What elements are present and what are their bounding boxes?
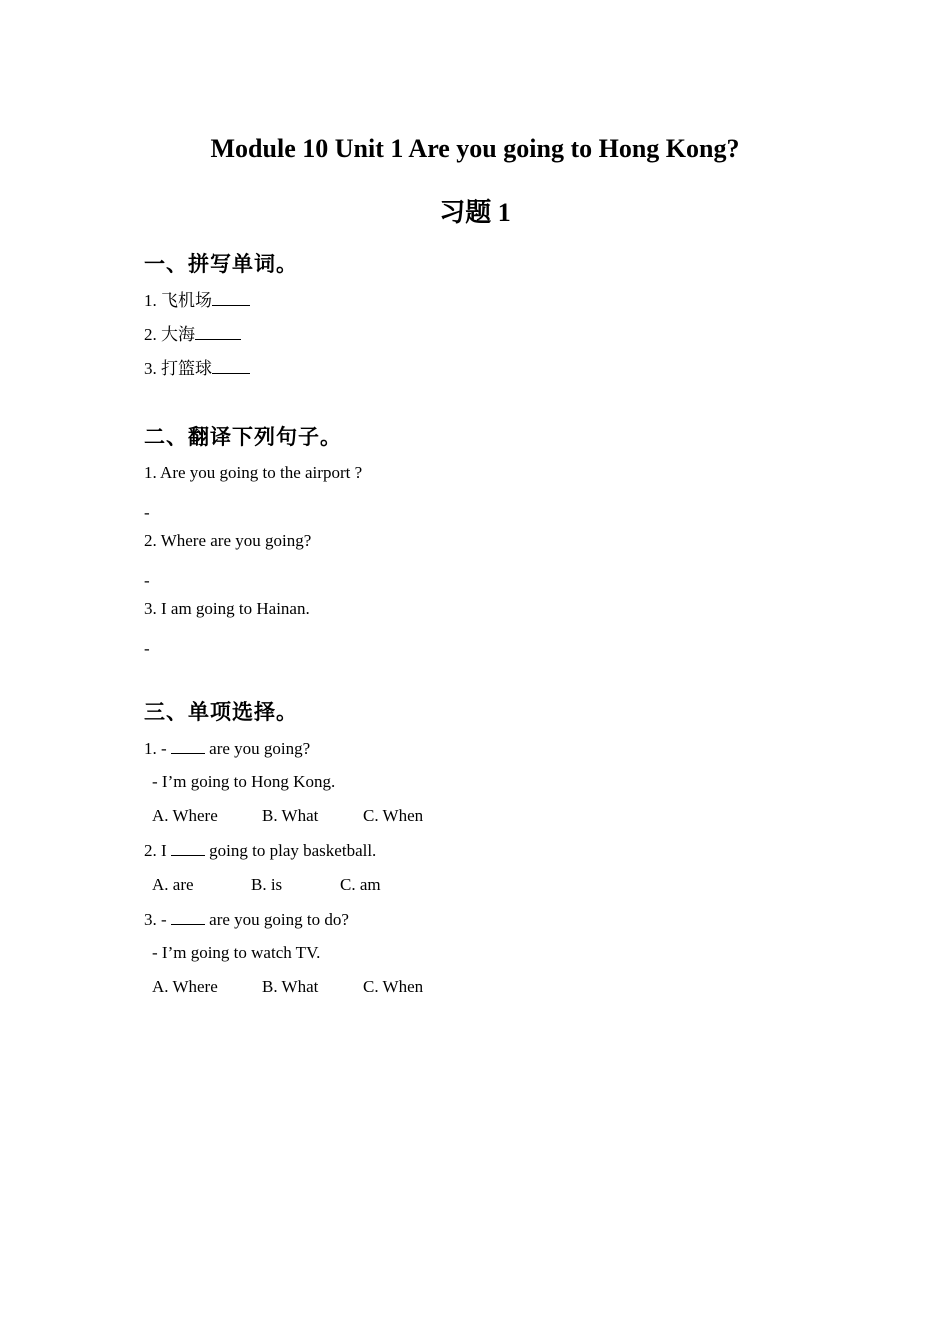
question-1-prefix: 1. - <box>144 739 171 758</box>
spelling-item-1-text: 1. 飞机场 <box>144 291 212 310</box>
question-2-option-b: B. is <box>251 875 283 894</box>
answer-blank <box>195 323 241 340</box>
question-3-option-b: B. What <box>262 977 319 996</box>
choice-question-1 <box>144 737 310 760</box>
spelling-item-3-text: 3. 打篮球 <box>144 359 212 378</box>
translate-item-2: 2. Where are you going? <box>144 531 312 550</box>
spelling-item-3 <box>144 357 250 380</box>
question-1-option-c: C. When <box>363 806 424 825</box>
question-1-option-a: A. Where <box>152 806 218 825</box>
page-title: Module 10 Unit 1 Are you going to Hong Kong? <box>210 134 740 163</box>
spelling-item-2 <box>144 323 241 346</box>
question-3-suffix: are you going to do? <box>204 910 349 929</box>
question-1-suffix: are you going? <box>204 739 311 758</box>
section-3-heading: 三、单项选择。 <box>144 700 298 724</box>
question-2-suffix: going to play basketball. <box>204 841 377 860</box>
answer-blank <box>171 908 205 925</box>
page-subtitle: 习题 1 <box>439 198 511 227</box>
question-2-prefix: 2. I <box>144 841 171 860</box>
answer-blank <box>171 839 205 856</box>
question-2-option-c: C. am <box>340 875 381 894</box>
spelling-item-2-text: 2. 大海 <box>144 325 195 344</box>
choice-question-3 <box>144 908 349 931</box>
question-3-reply: - I’m going to watch TV. <box>152 943 321 962</box>
answer-blank <box>171 737 205 754</box>
translate-item-3: 3. I am going to Hainan. <box>144 599 310 618</box>
answer-blank <box>212 357 250 374</box>
question-1-reply: - I’m going to Hong Kong. <box>152 772 336 791</box>
question-3-prefix: 3. - <box>144 910 171 929</box>
section-1-heading: 一、拼写单词。 <box>144 252 298 276</box>
question-3-option-c: C. When <box>363 977 424 996</box>
question-3-option-a: A. Where <box>152 977 218 996</box>
translate-answer-3: - <box>144 639 150 658</box>
translate-answer-1: - <box>144 503 150 522</box>
translate-item-1: 1. Are you going to the airport ? <box>144 463 363 482</box>
translate-answer-2: - <box>144 571 150 590</box>
question-2-option-a: A. are <box>152 875 194 894</box>
section-2-heading: 二、翻译下列句子。 <box>144 425 342 449</box>
choice-question-2 <box>144 839 376 862</box>
spelling-item-1 <box>144 289 250 312</box>
question-1-option-b: B. What <box>262 806 319 825</box>
answer-blank <box>212 289 250 306</box>
